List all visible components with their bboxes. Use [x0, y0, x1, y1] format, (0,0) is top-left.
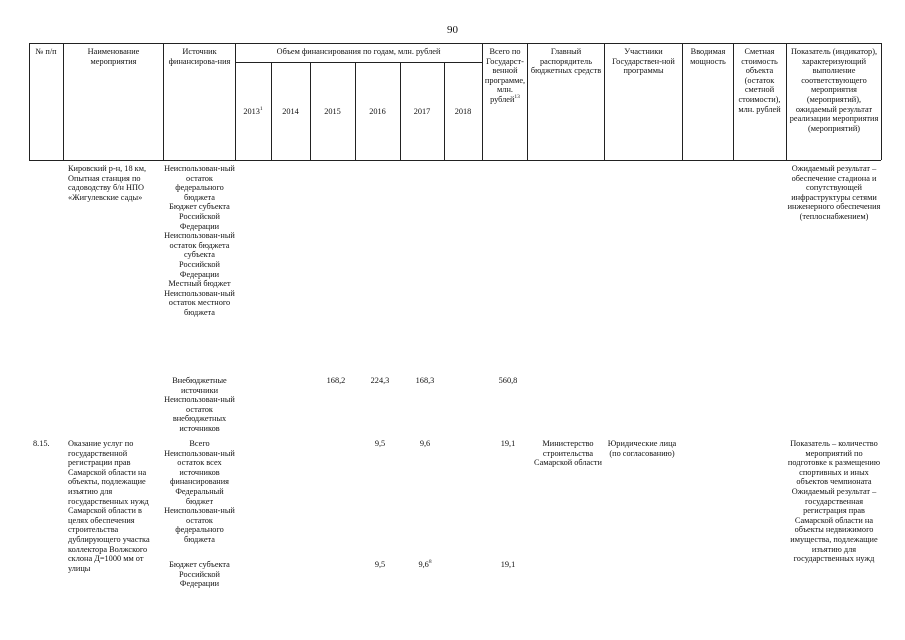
block2-value-2017: 9,6	[419, 439, 431, 448]
block2-value-2017-regional: $9,6^8$	[418, 559, 432, 569]
block1-total: 560,8	[498, 376, 518, 385]
header-volume: Объем финансирования по годам, млн. рублей	[276, 47, 441, 56]
block1-value-2015: 168,2	[326, 376, 346, 385]
block2-sources: Всего Неиспользован-ный остаток всех источников финансирования Федеральный бюджет Неиспользован-ный остаток федерального бюджета	[164, 439, 235, 544]
block2-total: 19,1	[500, 439, 516, 448]
header-year-2016: 2016	[369, 107, 386, 116]
header-source: Источник финансирова-ния	[168, 47, 231, 66]
header-year-2014: 2014	[282, 107, 299, 116]
header-name: Наименование мероприятия	[87, 47, 140, 66]
header-main-manager: Главный распорядитель бюджетных средств	[530, 47, 602, 76]
header-number: № п/п	[35, 47, 57, 56]
header-year-2018: 2018	[454, 107, 472, 116]
header-participants: Участники Государствен-ной программы	[612, 47, 675, 76]
block1-sources: Неиспользован-ный остаток федерального бюджета Бюджет субъекта Российской Федерации Неиспользован-ный остаток бюджета субъекта Российской Федерации Местный бюджет Неиспользован-ный остаток местного бюджета	[164, 164, 235, 317]
block2-sources-regional: Бюджет субъекта Российской Федерации	[169, 560, 230, 589]
block2-value-2016: 9,5	[374, 439, 386, 448]
block2-total-regional: 19,1	[500, 560, 516, 569]
block2-main-manager: Министерство строительства Самарской области	[534, 439, 602, 468]
block1-sources-extrabudget: Внебюджетные источники Неиспользован-ный остаток внебюджетных источников	[164, 376, 235, 433]
header-capacity: Вводимая мощность	[690, 47, 726, 66]
block1-name: Кировский р-н, 18 км, Опытная станция по садоводству б/н НПО «Жигулевские сады»	[68, 164, 147, 202]
block1-indicator: Ожидаемый результат – обеспечение стадиона и сопутствующей инфраструктуры сетями инженерного обеспечения (теплоснабжением)	[787, 164, 881, 221]
block1-value-2017: 168,3	[415, 376, 435, 385]
header-year-2015: 2015	[324, 107, 341, 116]
header-year-2013: 2013$^1$	[243, 106, 263, 116]
page-number: 90	[447, 24, 458, 36]
header-indicator: Показатель (индикатор), характеризующий выполнение соответствующего мероприятия (мероприятий), ожидаемый результат реализации мероприятия (мероприятий)	[789, 47, 879, 133]
block2-value-2016-regional: 9,5	[374, 560, 386, 569]
header-estimated-cost: Сметная стоимость объекта (остаток сметной стоимости), млн. рублей	[738, 47, 781, 114]
block2-indicator: Показатель – количество мероприятий по подготовке к размещению спортивных и иных объектов чемпионата Ожидаемый результат – государственная регистрация прав Самарской области на объекты недвижимого имущества, подлежащие изъятию для государственных нужд	[787, 439, 881, 564]
block1-value-2016: 224,3	[370, 376, 390, 385]
block2-name: Оказание услуг по государственной регистрации прав Самарской области на объекты, подлежащие изъятию для государственных нужд Самарской области в целях обеспечения строительства дублирующего участка коллектора Волжского склона Д=1000 мм от улицы	[68, 439, 150, 573]
block2-number: 8.15.	[33, 439, 50, 448]
header-year-2017: 2017	[413, 107, 431, 116]
header-total: Всего по Государст-венной программе, млн. рублей$^{13}$	[484, 47, 526, 104]
block2-participants: Юридические лица (по согласованию)	[607, 439, 677, 458]
